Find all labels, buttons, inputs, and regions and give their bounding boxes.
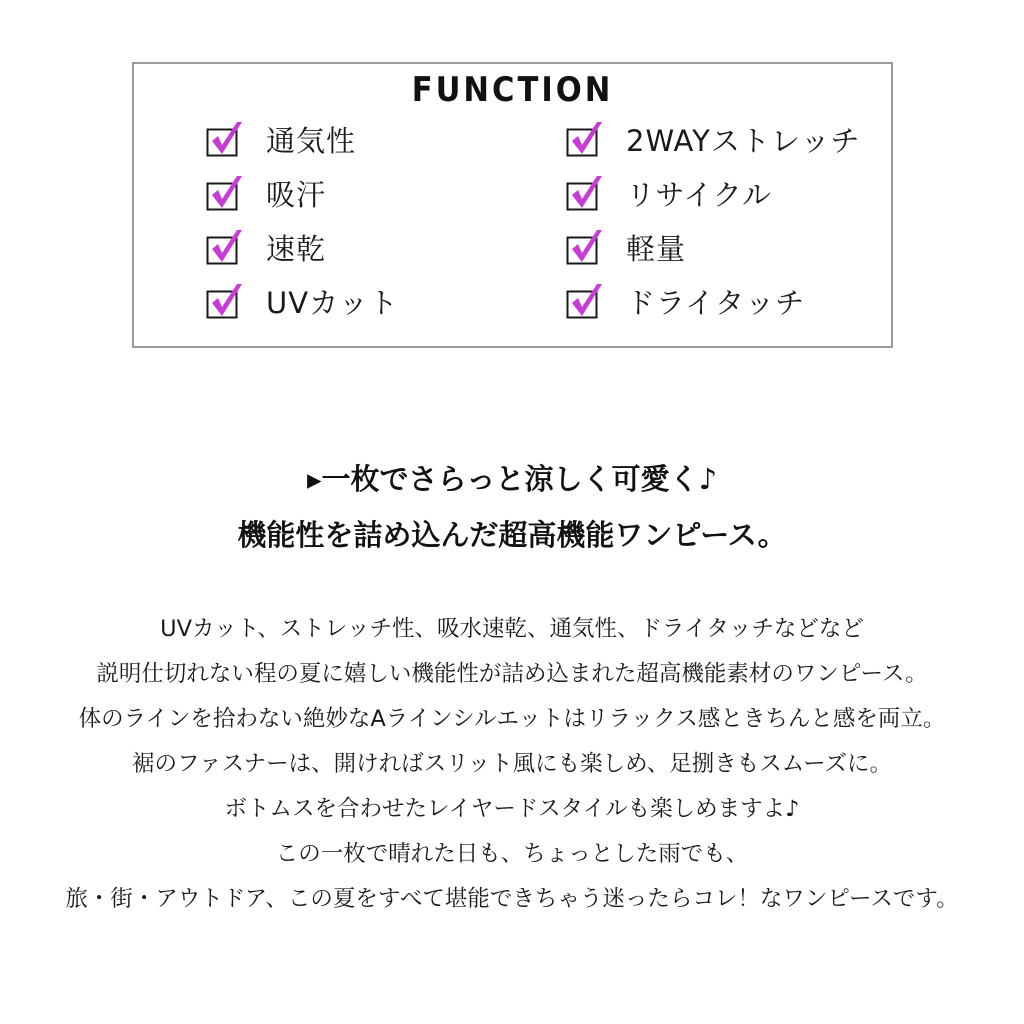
description-line: 説明仕切れない程の夏に嬉しい機能性が詰め込まれた超高機能素材のワンピース。	[96, 661, 928, 687]
feature-label: UVカット	[266, 285, 399, 320]
description-line: ボトムスを合わせたレイヤードスタイルも楽しめますよ♪	[224, 796, 800, 822]
description-text	[0, 612, 1024, 927]
checkbox-checked-icon	[566, 175, 600, 211]
feature-label: 2WAYストレッチ	[626, 123, 861, 158]
checkbox-checked-icon	[566, 283, 600, 319]
feature-item	[566, 220, 861, 274]
headline-line-2: 機能性を詰め込んだ超高機能ワンピース。	[237, 518, 787, 553]
feature-item	[206, 220, 399, 274]
function-title: FUNCTION	[394, 70, 632, 110]
feature-item	[206, 112, 399, 166]
feature-list-left	[206, 112, 399, 328]
description-line: 裾のファスナーは、開ければスリット風にも楽しめ、足捌きもスムーズに。	[131, 751, 893, 777]
checkbox-checked-icon	[566, 229, 600, 265]
feature-label: リサイクル	[626, 177, 772, 212]
feature-label: 軽量	[626, 231, 687, 266]
feature-item	[566, 274, 861, 328]
description-line: 体のラインを拾わない絶妙なAラインシルエットはリラックス感ときちんと感を両立。	[78, 706, 946, 732]
headline-line-1: ▸一枚でさらっと涼しく可愛く♪	[306, 462, 718, 497]
function-box	[132, 62, 893, 348]
checkbox-checked-icon	[206, 229, 240, 265]
feature-label: ドライタッチ	[626, 285, 806, 320]
description-line: 旅・街・アウトドア、この夏をすべて堪能できちゃう迷ったらコレ！なワンピースです。	[65, 886, 959, 912]
feature-item	[566, 112, 861, 166]
feature-item	[206, 274, 399, 328]
description-line: この一枚で晴れた日も、ちょっとした雨でも、	[275, 841, 749, 867]
checkbox-checked-icon	[206, 175, 240, 211]
feature-item	[566, 166, 861, 220]
feature-item	[206, 166, 399, 220]
checkbox-checked-icon	[206, 283, 240, 319]
feature-label: 速乾	[266, 231, 327, 266]
checkbox-checked-icon	[206, 121, 240, 157]
description-line: UVカット、ストレッチ性、吸水速乾、通気性、ドライタッチなどなど	[160, 616, 864, 642]
feature-label: 通気性	[266, 123, 357, 158]
feature-label: 吸汗	[266, 177, 327, 212]
checkbox-checked-icon	[566, 121, 600, 157]
feature-list-right	[566, 112, 861, 328]
